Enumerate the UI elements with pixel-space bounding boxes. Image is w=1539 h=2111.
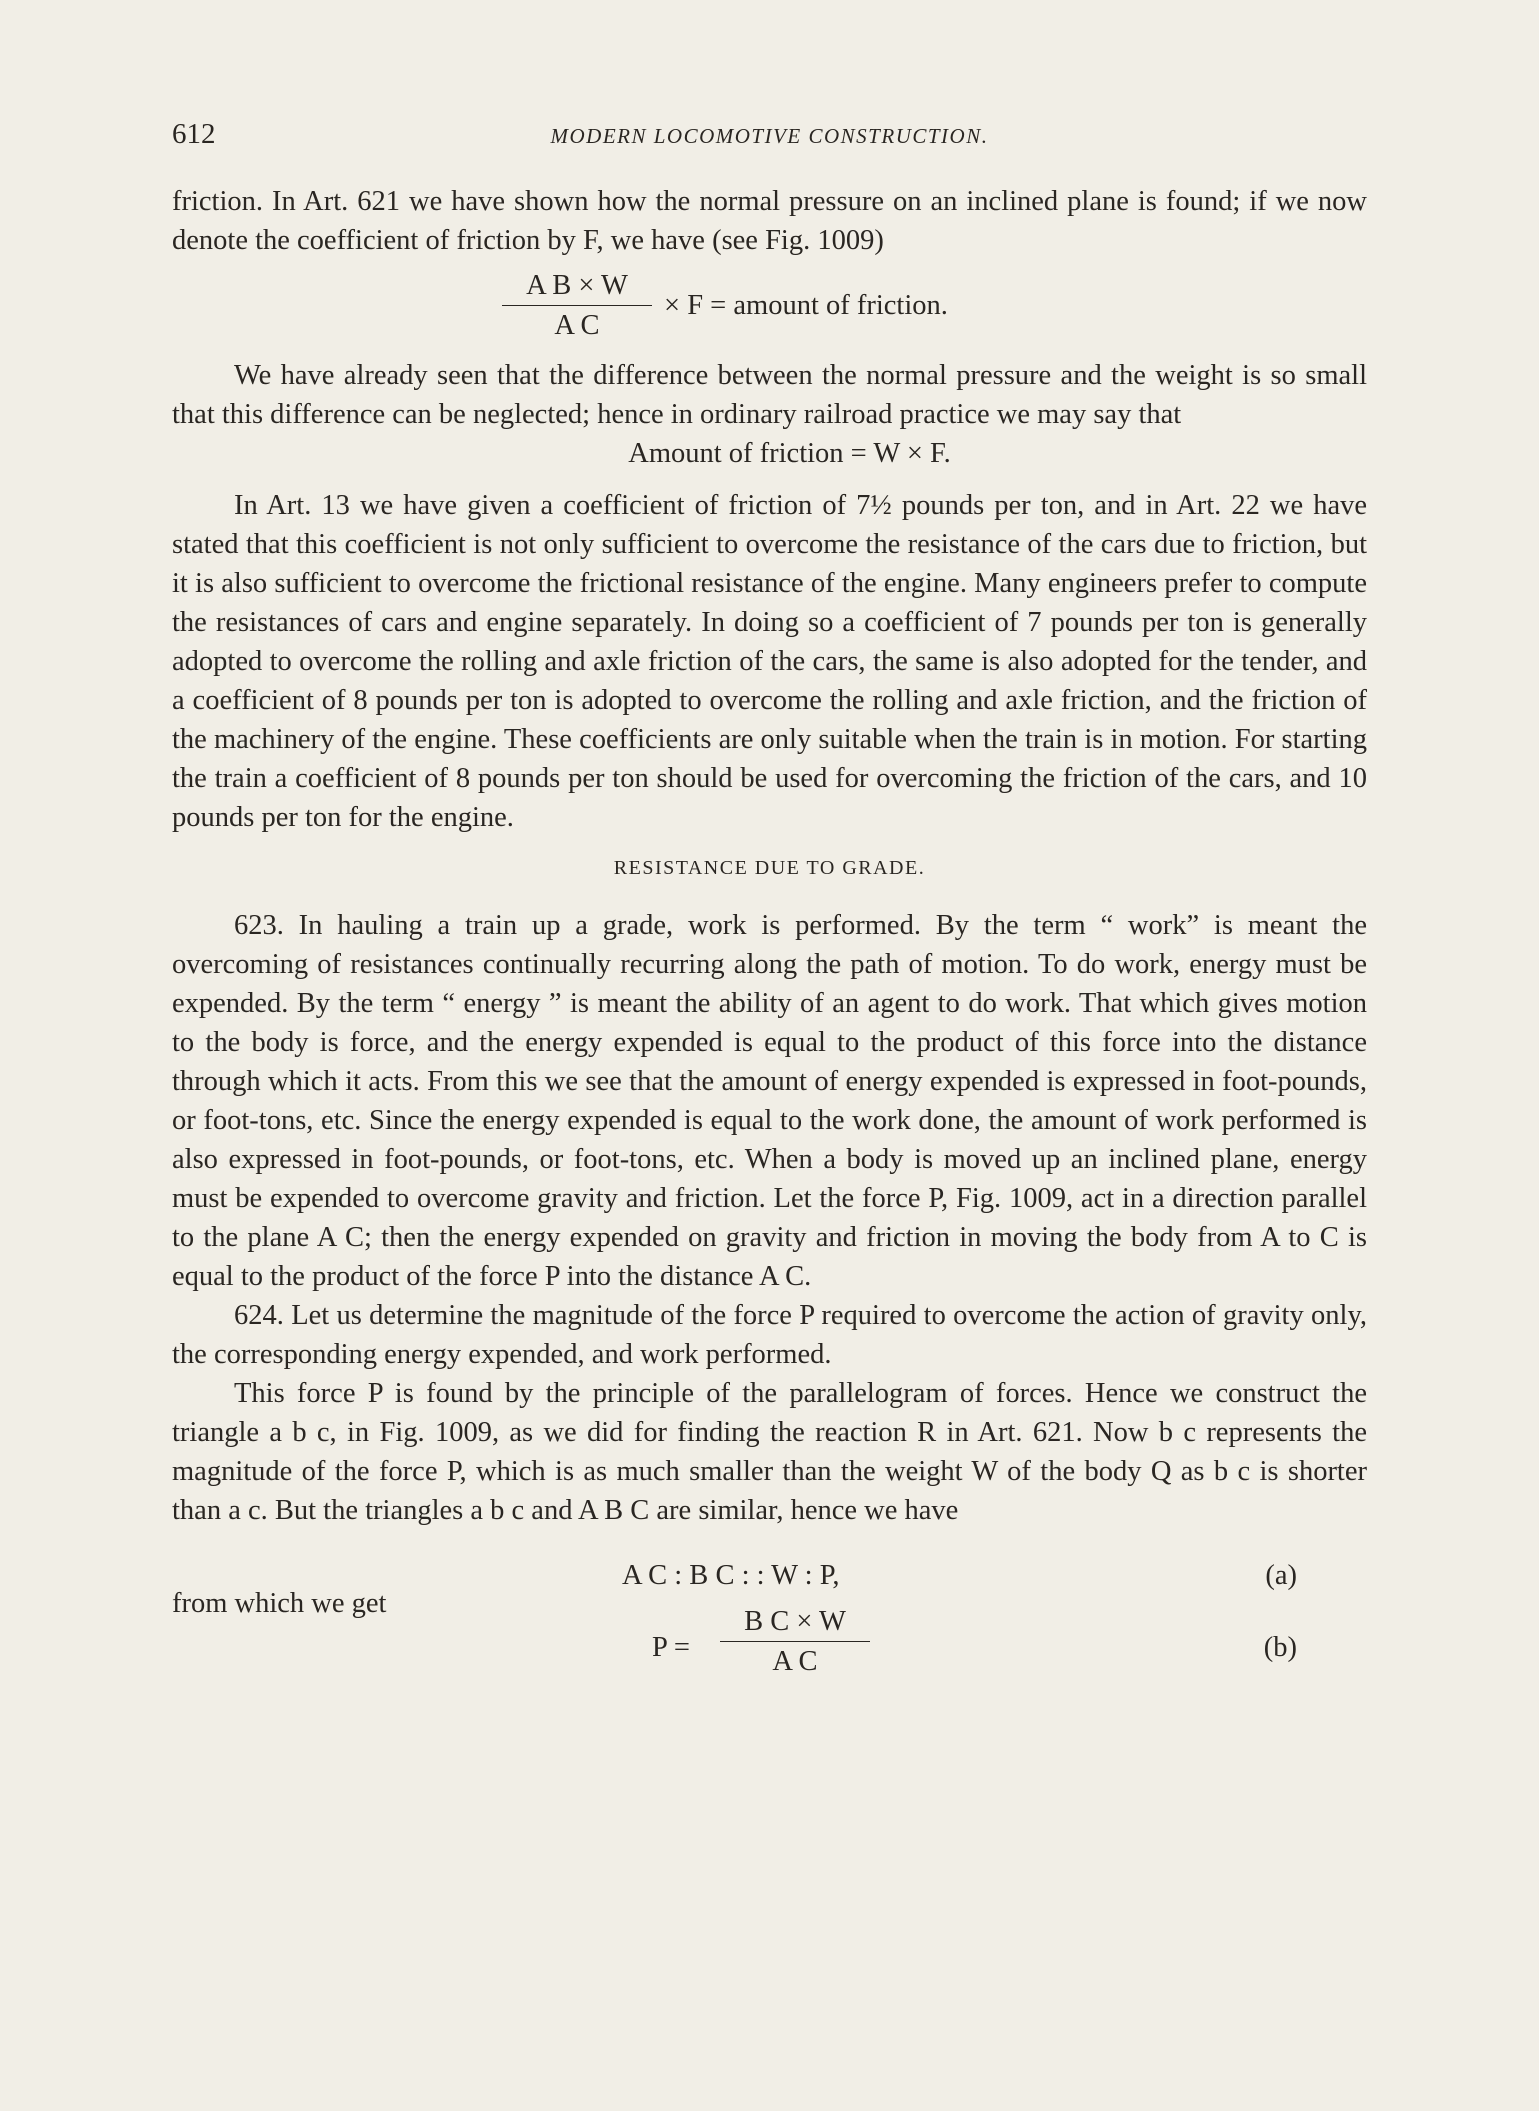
page-body	[172, 182, 1367, 1720]
equations-block	[172, 1550, 1367, 1720]
paragraph-coefficients: In Art. 13 we have given a coefficient of friction of 7½ pounds per ton, and in Art. 22 we have stated that this coefficient is not only sufficient to overcome the resistance of the cars due to friction, but it is also sufficient to overcome the frictional resistance of the engine. Many engineers prefer to compute the resistances of cars and engine separately. In doing so a coefficient of 7 pounds per ton is generally adopted to overcome the rolling and axle friction of the cars, the same is also adopted for the tender, and a coefficient of 8 pounds per ton is adopted to overcome the rolling and axle friction, and the friction of the machinery of the engine. These coefficients are only suitable when the train is in motion. For starting the train a coefficient of 8 pounds per ton should be used for overcoming the friction of the cars, and 10 pounds per ton for the engine.	[172, 490, 1367, 833]
from-which-text: from which we get	[172, 1588, 387, 1619]
fraction-denominator: A C	[554, 310, 600, 341]
paragraph-friction-intro: friction. In Art. 621 we have shown how the normal pressure on an inclined plane is found; if we now denote the coefficient of friction by F, we have (see Fig. 1009)	[172, 186, 1367, 256]
equation-b-label: (b)	[1263, 1632, 1297, 1663]
equation-b-fraction	[720, 1602, 870, 1681]
fraction-numerator: B C × W	[744, 1606, 846, 1637]
equation-b-lhs: P =	[652, 1632, 690, 1663]
paragraph-624: 624. Let us determine the magnitude of the force P required to overcome the action of gravity only, the corresponding energy expended, and work performed.	[172, 1300, 1367, 1370]
equation-amount-of-friction: Amount of friction = W × F.	[628, 438, 951, 469]
equation-a-label: (a)	[1265, 1560, 1297, 1591]
paragraph-623: 623. In hauling a train up a grade, work is performed. By the term “ work” is meant the overcoming of resistances continually recurring along the path of motion. To do work, energy must be expended. By the term “ energy ” is meant the ability of an agent to do work. That which gives motion to the body is force, and the energy expended is equal to the product of this force into the distance through which it acts. From this we see that the amount of energy expended is expressed in foot-pounds, or foot-tons, etc. Since the energy expended is equal to the work done, the amount of work performed is also expressed in foot-pounds, or foot-tons, etc. When a body is moved up an inclined plane, energy must be expended to overcome gravity and friction. Let the force P, Fig. 1009, act in a direction parallel to the plane A C; then the energy expended on gravity and friction in moving the body from A to C is equal to the product of the force P into the distance A C.	[172, 910, 1367, 1292]
equation-a: A C : B C : : W : P,	[622, 1560, 840, 1591]
fraction-numerator: A B × W	[526, 270, 628, 301]
page-header	[172, 118, 1367, 158]
section-heading: RESISTANCE DUE TO GRADE.	[613, 857, 926, 879]
paragraph-parallelogram: This force P is found by the principle of the parallelogram of forces. Hence we construct the triangle a b c, in Fig. 1009, as we did for finding the reaction R in Art. 621. Now b c represents the magnitude of the force P, which is as much smaller than the weight W of the body Q as b c is shorter than a c. But the triangles a b c and A B C are similar, hence we have	[172, 1378, 1367, 1526]
page-number: 612	[172, 118, 216, 150]
equation-rest: × F = amount of friction.	[664, 290, 948, 321]
fraction-denominator: A C	[772, 1646, 818, 1677]
equation-friction-fraction	[172, 260, 1367, 356]
running-title: MODERN LOCOMOTIVE CONSTRUCTION.	[550, 124, 989, 148]
paragraph-normal-pressure: We have already seen that the difference between the normal pressure and the weight is so small that this difference can be neglected; hence in ordinary railroad practice we may say that	[172, 360, 1367, 430]
